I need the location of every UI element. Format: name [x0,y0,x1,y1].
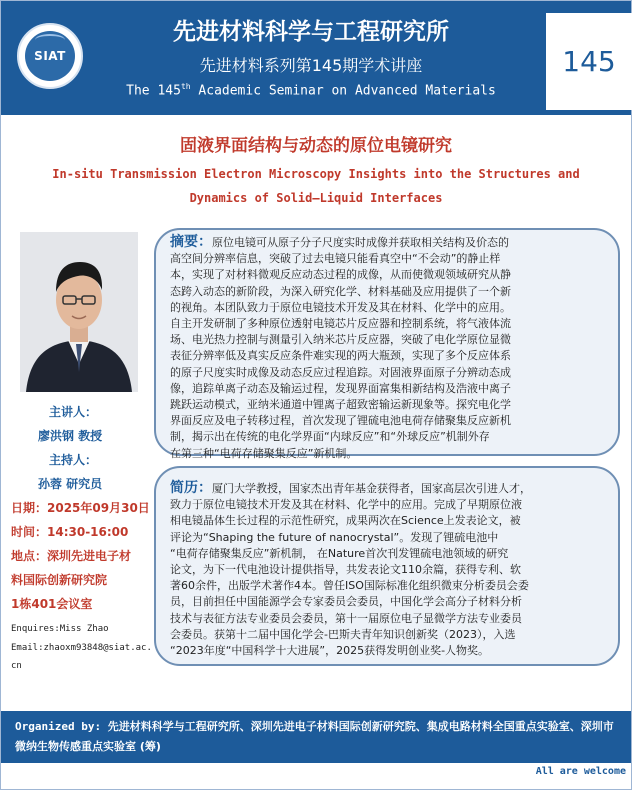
speaker-name: 廖洪钢 教授 [38,429,103,443]
issue-number: 145 [562,45,616,78]
speaker-photo [20,232,138,392]
footer-banner [1,711,631,763]
email-line2: cn [11,661,22,671]
institute-name: 先进材料科学与工程研究所 [173,19,449,45]
talk-title-en: In-situ Transmission Electron Microscopy Insights into the Structures and Dynamics of Solid–Liquid Interfaces [52,167,580,205]
bio-text: 简历：厦门大学教授，国家杰出青年基金获得者，国家高层次引进人才， 致力于原位电镜技术开发及其在材料、化学中的应用。完成了早期原位液 相电镜晶体生长过程的示范性研究，成果两次在Science上发表论文，被 评论为“Shaping the future of nanocrystal”。发现了锂硫电池中 “电荷存储聚集反应”新机制， 在Nature首次刊发锂硫电池领域的研究 论文，为下一代电池设计提供指导，共发表论文110余篇，获得专利、软 著60余件，出版学术著作4本。曾任ISO国际标准化组织微束分析委员会委 员，目前担任中国能源学会专家委员会委员，中国化学会高分子材料分析 技术与表征方法专业委员会委员，第十一届原位电子显微学方法专业委员 会委员。获第十二届中国化学会-巴斯夫青年知识创新奖（2023），入选 “2023年度“中国科学十大进展”，2025获得发明创业奖-人物奖。 [170,480,531,658]
bio-label: 简历： [170,480,212,496]
place-line3: 1栋401会议室 [11,597,93,611]
enquiries-contact: Enquires:Miss Zhao [11,624,109,634]
header-banner [1,1,631,115]
time-text: 时间：14:30-16:00 [11,525,129,539]
host-name: 孙蓉 研究员 [38,477,103,491]
series-title: 先进材料系列第145期学术讲座 [199,56,423,75]
siat-logo [17,23,83,89]
date-text: 日期：2025年09月30日 [11,501,150,515]
issue-number-box [546,13,632,110]
seminar-english-title: The 145th Academic Seminar on Advanced Materials [126,82,496,99]
logo-text: SIAT [34,49,66,63]
talk-title-cn: 固液界面结构与动态的原位电镜研究 [180,136,452,156]
abstract-label: 摘要： [170,234,212,250]
host-label: 主持人： [49,453,98,467]
place-line2: 料国际创新研究院 [11,573,108,587]
place-line1: 地点：深圳先进电子材 [11,549,132,563]
email-line1: Email:zhaoxm93848@siat.ac. [11,643,152,653]
welcome-text: All are welcome [535,766,626,777]
abstract-text: 摘要：原位电镜可从原子分子尺度实时成像并获取相关结构及价态的 高空间分辨率信息，突破了过去电镜只能看真空中“不会动”的静止样 本，实现了对材料微观反应动态过程的成像，从而使微观领域研究从静 态跨入动态的新阶段，为深入研究化学、材料基础及应用提供了一个新 的视角。本团队致力于原位电镜技术开发及其在材料、化学中的应用。 自主开发研制了多种原位透射电镜芯片反应器和控制系统，将气液体流 场、电光热力控制与测量引入纳米芯片反应器，突破了电化学原位显微 表征分辨率低及真实反应条件难实现的两大瓶颈，实现了多个反应体系 的原子尺度实时成像及动态反应过程追踪。对固液界面原子分辨动态成 像，追踪单离子动态及输运过程，发现界面富集相新结构及浩液中离子 跳跃运动模式，亚纳米通道中锂离子超致密输运新现象等。探究电化学 界面反应及电子转移过程，首次发现了锂硫电池电荷存储聚集反应新机 制，揭示出在传统的电化学界面“内球反应”和“外球反应”机制外存 在第三种“电荷存储聚集反应”新机制。 [170,234,511,460]
organizers-text: Organized by: 先进材料科学与工程研究所、深圳先进电子材料国际创新研究院、集成电路材料全国重点实验室、深圳市微纳生物传感重点实验室 (筹) [15,720,614,753]
speaker-label: 主讲人： [49,405,98,419]
